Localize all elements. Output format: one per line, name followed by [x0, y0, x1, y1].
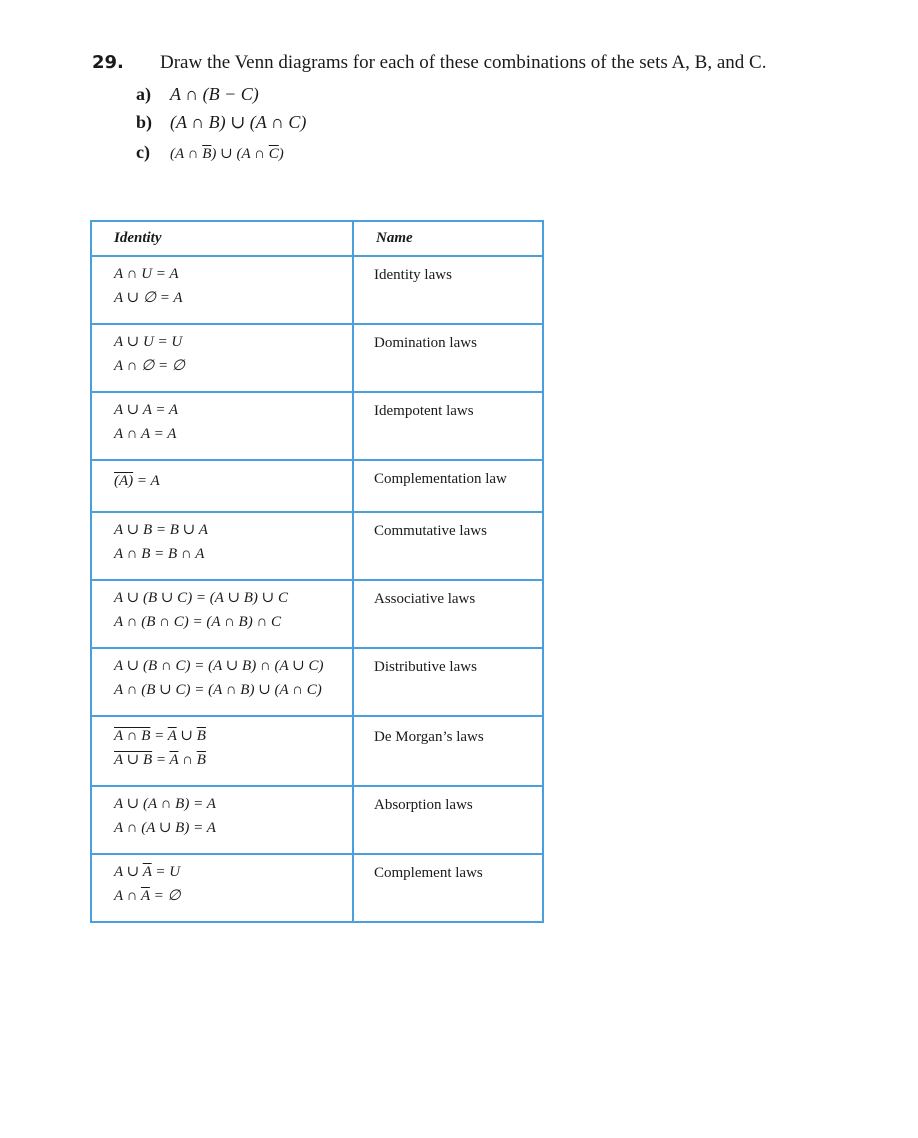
expr-segment: = — [150, 728, 168, 744]
complement-a: A — [119, 473, 129, 489]
law-name: Complementation law — [353, 460, 543, 512]
complement-a: $\overline{A}$ — [140, 888, 150, 904]
expr-segment: ) — [278, 146, 284, 162]
table-row — [91, 460, 543, 512]
complement-b: $\overline{B}$ — [196, 752, 206, 768]
identity-line: A ∩ U = A — [114, 266, 179, 282]
complement-b: $\overline{B}$ — [202, 146, 212, 162]
identity-line — [114, 884, 352, 908]
complement-union: A ∪ B — [114, 752, 153, 768]
complement-a: $\overline{A}$ — [167, 728, 177, 744]
complement-a: $\overline{A}$ — [142, 864, 152, 880]
part-a — [136, 84, 259, 105]
identity-cell — [91, 256, 353, 324]
identity-cell — [91, 648, 353, 716]
identity-line: A ∪ (B ∪ C) = (A ∪ B) ∪ C — [114, 590, 288, 606]
part-label: c) — [136, 142, 150, 162]
complement-b: $\overline{B}$ — [196, 728, 206, 744]
table-row — [91, 580, 543, 648]
expr-segment: A ∩ — [114, 888, 141, 904]
set-identities-table — [90, 220, 544, 923]
expr-segment: = A — [133, 473, 160, 489]
identity-line: A ∪ (B ∩ C) = (A ∪ B) ∩ (A ∪ C) — [114, 658, 324, 674]
identity-line: A ∩ (A ∪ B) = A — [114, 820, 216, 836]
law-name: De Morgan’s laws — [353, 716, 543, 786]
table-row — [91, 392, 543, 460]
identity-line — [114, 748, 352, 772]
complement-c: $\overline{C}$ — [268, 146, 279, 162]
table-row — [91, 786, 543, 854]
identity-cell — [91, 512, 353, 580]
law-name: Domination laws — [353, 324, 543, 392]
identity-cell — [91, 716, 353, 786]
identity-line: A ∩ ∅ = ∅ — [114, 358, 185, 374]
identity-line — [114, 724, 352, 748]
identity-line: A ∩ (B ∪ C) = (A ∩ B) ∪ (A ∩ C) — [114, 682, 322, 698]
identity-line: A ∩ A = A — [114, 426, 177, 442]
complement-intersection: A ∩ B — [114, 728, 151, 744]
identity-cell — [91, 392, 353, 460]
expr-segment: (A ∩ — [170, 146, 203, 162]
table-row — [91, 854, 543, 922]
double-complement: (A) — [114, 473, 134, 489]
identity-line — [114, 469, 352, 493]
identity-line: A ∪ (A ∩ B) = A — [114, 796, 216, 812]
identity-cell — [91, 324, 353, 392]
part-expression — [170, 146, 284, 162]
expr-segment: A ∪ — [114, 864, 143, 880]
table-row — [91, 716, 543, 786]
law-name: Absorption laws — [353, 786, 543, 854]
table-row — [91, 324, 543, 392]
part-b — [136, 112, 306, 133]
part-label: b) — [136, 112, 153, 132]
identity-line: A ∪ ∅ = A — [114, 290, 183, 306]
problem-text: Draw the Venn diagrams for each of these combinations of the sets A, B, and C. — [160, 52, 767, 73]
identity-line: A ∩ (B ∩ C) = (A ∩ B) ∩ C — [114, 614, 282, 630]
part-label: a) — [136, 84, 151, 104]
identity-line: A ∪ B = B ∪ A — [114, 522, 208, 538]
identity-line: A ∩ B = B ∩ A — [114, 546, 205, 562]
table-row — [91, 512, 543, 580]
identity-line: A ∪ U = U — [114, 334, 183, 350]
table-header-row — [91, 221, 543, 256]
part-expression: (A ∩ B) ∪ (A ∩ C) — [170, 112, 307, 132]
law-name: Commutative laws — [353, 512, 543, 580]
identity-line — [114, 860, 352, 884]
expr-segment: ) ∪ (A ∩ — [211, 146, 269, 162]
expr-segment: = U — [151, 864, 181, 880]
identity-cell — [91, 786, 353, 854]
law-name: Identity laws — [353, 256, 543, 324]
identity-cell — [91, 580, 353, 648]
identity-line: A ∪ A = A — [114, 402, 179, 418]
header-identity: Identity — [91, 221, 353, 256]
law-name: Associative laws — [353, 580, 543, 648]
law-name: Complement laws — [353, 854, 543, 922]
problem-number: 29. — [92, 52, 124, 73]
identity-cell — [91, 854, 353, 922]
law-name: Idempotent laws — [353, 392, 543, 460]
part-c — [136, 142, 284, 163]
table-row — [91, 256, 543, 324]
table-row — [91, 648, 543, 716]
expr-segment: ∪ — [176, 728, 197, 744]
complement-a: $\overline{A}$ — [169, 752, 179, 768]
part-expression: A ∩ (B − C) — [170, 84, 259, 104]
identity-cell — [91, 460, 353, 512]
expr-segment: = — [152, 752, 170, 768]
expr-segment: = ∅ — [149, 888, 181, 904]
expr-segment: ∩ — [178, 752, 197, 768]
header-name: Name — [353, 221, 543, 256]
law-name: Distributive laws — [353, 648, 543, 716]
